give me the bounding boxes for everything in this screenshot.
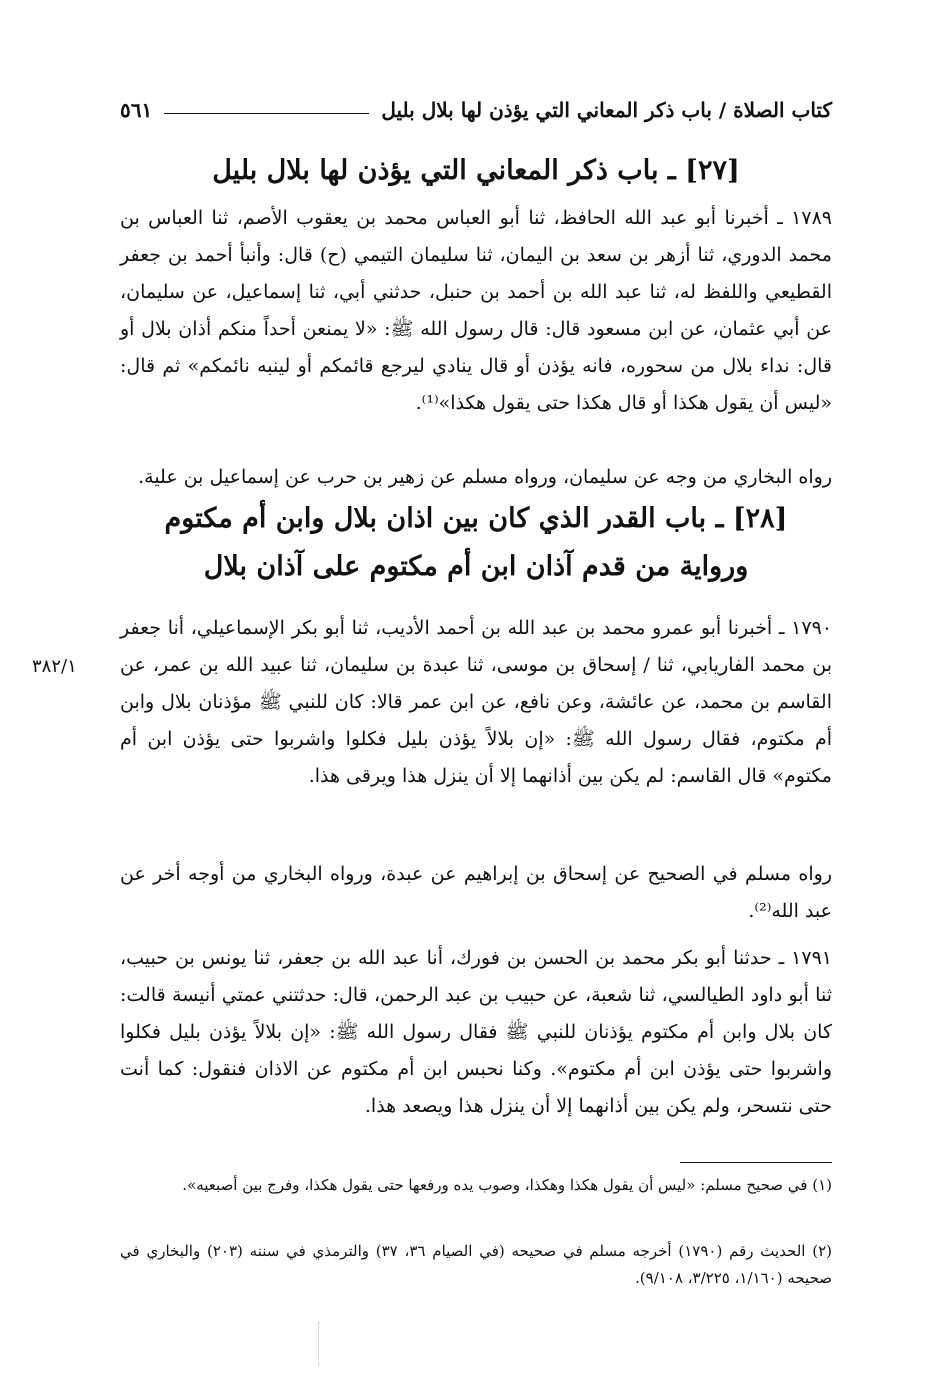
chapter-27-heading: [٢٧] ـ باب ذكر المعاني التي يؤذن لها بلال بليل (212, 155, 740, 186)
gutter-mark (318, 1322, 320, 1366)
header-rule (164, 113, 369, 114)
hadith-1791: ١٧٩١ ـ حدثنا أبو بكر محمد بن الحسن بن فورك، أنا عبد الله بن جعفر، ثنا يونس بن حبيب، ثنا أبو داود الطيالسي، ثنا شعبة، عن حبيب بن عبد الرحمن، قال: حدثتني عمتي أنيسة قالت: كان بلال وابن أم مكتوم يؤذنان للنبي ﷺ فقال رسول الله ﷺ: «إن بلالاً يؤذن بليل فكلوا واشربوا حتى يؤذن ابن أم مكتوم». وكنا نحبس ابن أم مكتوم عن الاذان فنقول: كما أنت حتى نتسحر، ولم يكن بين أذانهما إلا أن ينزل هذا ويصعد هذا. (120, 947, 832, 1117)
margin-page-reference: ٣٨٢/١ (32, 656, 77, 677)
chapter-28-heading-line2: ورواية من قدم آذان ابن أم مكتوم على آذان بلال (203, 551, 749, 582)
footnote-1: (١) في صحيح مسلم: «ليس أن يقول هكذا وهكذا، وصوب يده ورفعها حتى يقول هكذا، وفرج بين أصبعيه». (182, 1176, 832, 1194)
hadith-1789: ١٧٨٩ ـ أخبرنا أبو عبد الله الحافظ، ثنا أبو العباس محمد بن يعقوب الأصم، ثنا العباس بن محمد الدوري، ثنا أزهر بن سعد بن اليمان، ثنا سليمان التيمي (ح) قال: وأنبأ أحمد بن جعفر القطيعي واللفظ له، ثنا عبد الله بن أحمد بن حنبل، حدثني أبي، ثنا إسماعيل، عن سليمان، عن أبي عثمان، عن ابن مسعود قال: قال رسول الله ﷺ: «لا يمنعن أحداً منكم أذان بلال أو قال: نداء بلال من سحوره، فانه يؤذن أو قال ينادي ليرجع قائمكم أو لينبه نائمكم» ثم قال: «ليس أن يقول هكذا أو قال هكذا حتى يقول هكذا»⁽¹⁾. (120, 207, 832, 414)
hadith-1790: ١٧٩٠ ـ أخبرنا أبو عمرو محمد بن عبد الله بن أحمد الأديب، ثنا أبو بكر الإسماعيلي، أنا جعفر بن محمد الفاريابي، ثنا / إسحاق بن موسى، ثنا عبدة بن سليمان، ثنا عبيد الله بن عمر، عن القاسم بن محمد، عن عائشة، وعن نافع، عن ابن عمر قالا: كان للنبي ﷺ مؤذنان بلال وابن أم مكتوم، فقال رسول الله ﷺ: «إن بلالاً يؤذن بليل فكلوا واشربوا حتى يؤذن ابن أم مكتوم» قال القاسم: لم يكن بين أذانهما إلا أن ينزل هذا ويرقى هذا. (120, 617, 832, 787)
running-title: كتاب الصلاة / باب ذكر المعاني التي يؤذن لها بلال بليل (381, 98, 832, 122)
footnote-2: (٢) الحديث رقم (١٧٩٠) أخرجه مسلم في صحيحه (في الصيام ٣٦، ٣٧) والترمذي في سننه (٢٠٣) والبخاري في صحيحه (١/١٦٠، ٣/٢٢٥، ٩/١٠٨). (120, 1242, 833, 1287)
footnote-rule (680, 1162, 832, 1163)
hadith-1789-attribution: رواه البخاري من وجه عن سليمان، ورواه مسلم عن زهير بن حرب عن إسماعيل بن علية. (138, 466, 832, 488)
page-number: ٥٦١ (120, 98, 153, 122)
running-header (120, 90, 832, 122)
hadith-1790-attribution: رواه مسلم في الصحيح عن إسحاق بن إبراهيم عن عبدة، ورواه البخاري من أوجه أخر عن عبد الله⁽²⁾. (120, 863, 832, 922)
chapter-28-heading-line1: [٢٨] ـ باب القدر الذي كان بين اذان بلال وابن أم مكتوم (164, 503, 788, 534)
